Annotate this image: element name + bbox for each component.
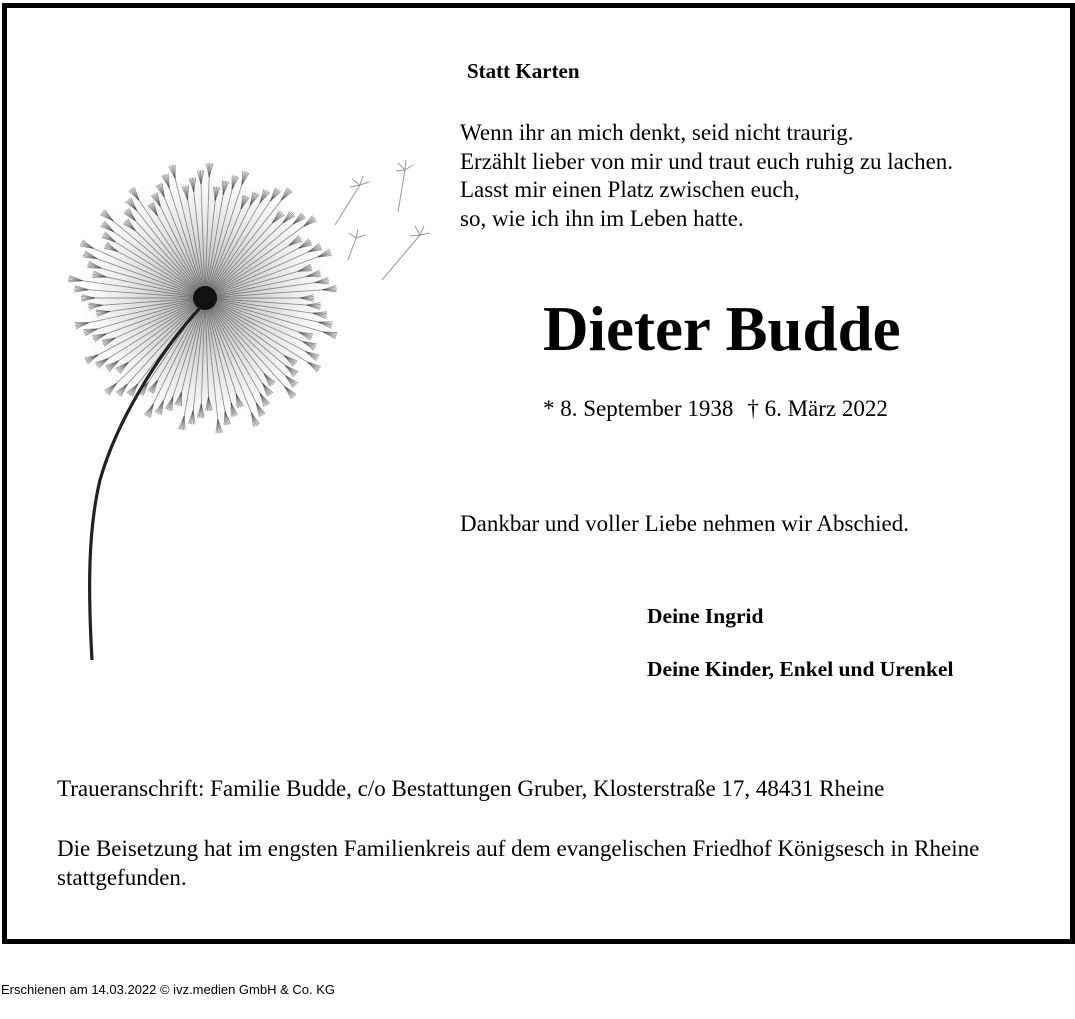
poem-line: Lasst mir einen Platz zwischen euch, [460, 177, 800, 203]
life-dates [543, 397, 888, 420]
death-date: † 6. März 2022 [747, 396, 888, 421]
heading-statt-karten: Statt Karten [467, 59, 580, 83]
publication-footer: Erschienen am 14.03.2022 © ivz.medien GmbH & Co. KG [1, 982, 336, 997]
signature-spouse: Deine Ingrid [647, 604, 764, 628]
dandelion-illustration [60, 150, 460, 670]
deceased-name: Dieter Budde [543, 294, 901, 364]
signature-family: Deine Kinder, Enkel und Urenkel [647, 657, 954, 681]
burial-notice: Die Beisetzung hat im engsten Familienkreis auf dem evangelischen Friedhof Königsesch in Rheine stattgefunden. [57, 836, 980, 890]
mourning-address: Traueranschrift: Familie Budde, c/o Bestattungen Gruber, Klosterstraße 17, 48431 Rheine [57, 776, 885, 801]
poem-line: so, wie ich ihn im Leben hatte. [460, 206, 744, 232]
farewell-text: Dankbar und voller Liebe nehmen wir Abschied. [460, 511, 910, 536]
poem-line: Erzählt lieber von mir und traut euch ruhig zu lachen. [460, 148, 954, 174]
birth-date: * 8. September 1938 [543, 396, 734, 421]
poem-line: Wenn ihr an mich denkt, seid nicht traurig. [460, 120, 854, 145]
poem [460, 119, 953, 234]
